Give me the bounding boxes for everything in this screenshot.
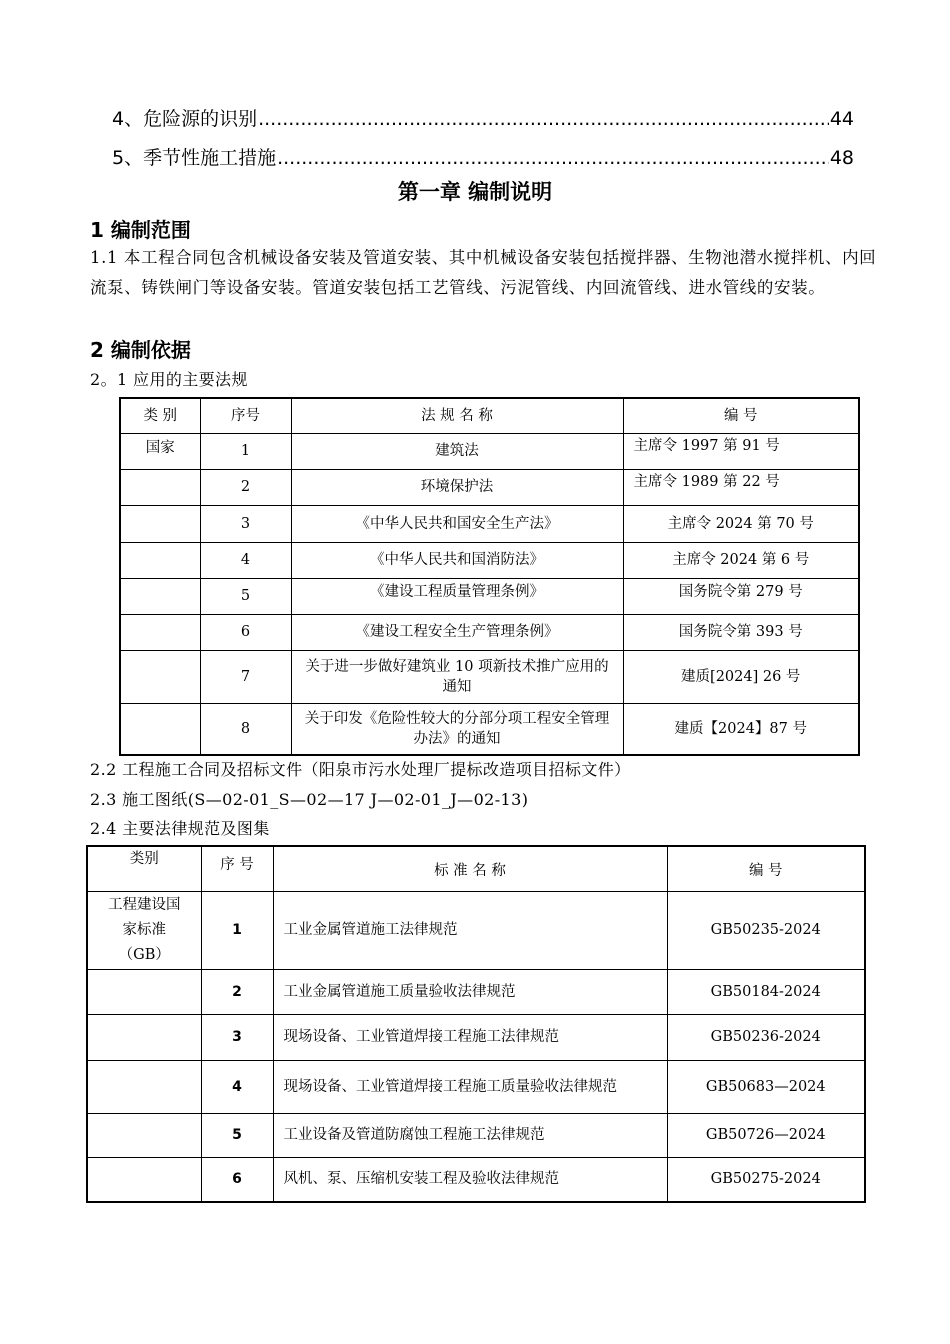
section-paragraph: 1.1 本工程合同包含机械设备安装及管道安装、其中机械设备安装包括搅拌器、生物池潜水搅拌机、内回流泵、铸铁闸门等设备安装。管道安装包括工艺管线、污泥管线、内回流管线、进水管线的安装。 — [90, 248, 877, 297]
toc-label: 5、季节性施工措施 — [112, 147, 277, 169]
table-cell: 工程建设国家标准（GB） — [87, 891, 201, 969]
table-cell: GB50184-2024 — [667, 969, 865, 1014]
table-cell: 8 — [200, 703, 291, 755]
toc-leader-dots — [277, 147, 829, 169]
table-cell: 4 — [201, 1060, 273, 1113]
table-cell: 3 — [200, 505, 291, 542]
table-cell: 建质【2024】87 号 — [623, 703, 859, 755]
table-cell: 2 — [200, 469, 291, 505]
table-cell: GB50683—2024 — [667, 1060, 865, 1113]
table-cell: 关于进一步做好建筑业 10 项新技术推广应用的通知 — [291, 650, 623, 703]
table-row — [120, 505, 859, 542]
table-row — [87, 891, 865, 969]
table-row — [87, 1014, 865, 1060]
table-cell — [120, 505, 200, 542]
table-cell: 工业金属管道施工质量验收法律规范 — [273, 969, 667, 1014]
toc-entry[interactable] — [112, 104, 854, 131]
table-cell: 7 — [200, 650, 291, 703]
table-row — [120, 614, 859, 650]
regulations-table — [119, 397, 860, 756]
table-row — [120, 433, 859, 469]
table-cell: 工业金属管道施工法律规范 — [273, 891, 667, 969]
table-row — [87, 1157, 865, 1202]
table-row — [120, 469, 859, 505]
table-cell: 6 — [201, 1157, 273, 1202]
table-cell: 建质[2024] 26 号 — [623, 650, 859, 703]
toc-page-number: 48 — [829, 147, 854, 169]
table-cell: 5 — [200, 578, 291, 614]
table-cell: GB50275-2024 — [667, 1157, 865, 1202]
table-cell: 4 — [200, 542, 291, 578]
table-cell: 关于印发《危险性较大的分部分项工程安全管理办法》的通知 — [291, 703, 623, 755]
toc-label: 4、危险源的识别 — [112, 108, 258, 130]
column-header: 法 规 名 称 — [291, 398, 623, 433]
toc-entry[interactable] — [112, 143, 854, 170]
table-row — [87, 1113, 865, 1157]
table-cell — [120, 578, 200, 614]
subsection-title: 2.2 工程施工合同及招标文件（阳泉市污水处理厂提标改造项目招标文件） — [90, 760, 631, 779]
subsection-title: 2.4 主要法律规范及图集 — [90, 819, 270, 838]
column-header: 类 别 — [120, 398, 200, 433]
table-cell — [120, 650, 200, 703]
table-header-row — [120, 398, 859, 433]
table-cell — [120, 703, 200, 755]
table-cell: GB50235-2024 — [667, 891, 865, 969]
table-cell: 2 — [201, 969, 273, 1014]
table-cell — [87, 1060, 201, 1113]
table-cell: 3 — [201, 1014, 273, 1060]
table-cell: 国务院令第 279 号 — [623, 578, 859, 614]
section-heading: 2 编制依据 — [90, 338, 191, 362]
table-cell: 现场设备、工业管道焊接工程施工法律规范 — [273, 1014, 667, 1060]
standards-table — [86, 845, 866, 1203]
column-header: 标 准 名 称 — [273, 846, 667, 891]
toc-leader-dots — [258, 108, 829, 130]
table-cell: 《中华人民共和国安全生产法》 — [291, 505, 623, 542]
table-cell: 《中华人民共和国消防法》 — [291, 542, 623, 578]
table-row — [87, 969, 865, 1014]
table-cell — [120, 469, 200, 505]
table-cell: 现场设备、工业管道焊接工程施工质量验收法律规范 — [273, 1060, 667, 1113]
column-header: 编 号 — [667, 846, 865, 891]
table-cell — [120, 542, 200, 578]
table-cell: 1 — [201, 891, 273, 969]
table-row — [120, 578, 859, 614]
table-cell — [87, 1014, 201, 1060]
table-cell: 国家 — [120, 433, 200, 469]
table-cell: 主席令 1989 第 22 号 — [623, 469, 859, 505]
column-header: 编 号 — [623, 398, 859, 433]
table-cell: 主席令 2024 第 70 号 — [623, 505, 859, 542]
table-cell: 风机、泵、压缩机安装工程及验收法律规范 — [273, 1157, 667, 1202]
column-header: 序号 — [200, 398, 291, 433]
subsection-title: 2.3 施工图纸(S—02-01_S—02—17 J—02-01_J—02-13) — [90, 790, 529, 809]
table-row — [120, 542, 859, 578]
table-cell: 1 — [200, 433, 291, 469]
table-cell: 主席令 2024 第 6 号 — [623, 542, 859, 578]
table-cell: GB50726—2024 — [667, 1113, 865, 1157]
table-cell: 国务院令第 393 号 — [623, 614, 859, 650]
table-cell — [87, 969, 201, 1014]
table-cell: 《建设工程质量管理条例》 — [291, 578, 623, 614]
column-header: 序 号 — [201, 846, 273, 891]
table-cell: 工业设备及管道防腐蚀工程施工法律规范 — [273, 1113, 667, 1157]
subsection-title: 2。1 应用的主要法规 — [90, 370, 248, 389]
table-header-row — [87, 846, 865, 891]
table-cell — [87, 1113, 201, 1157]
column-header: 类别 — [87, 846, 201, 891]
table-cell: 5 — [201, 1113, 273, 1157]
table-cell: 环境保护法 — [291, 469, 623, 505]
section-heading: 1 编制范围 — [90, 218, 191, 242]
toc-page-number: 44 — [829, 108, 854, 130]
table-cell: 主席令 1997 第 91 号 — [623, 433, 859, 469]
table-row — [120, 650, 859, 703]
table-cell: 《建设工程安全生产管理条例》 — [291, 614, 623, 650]
chapter-title: 第一章 编制说明 — [397, 180, 553, 204]
table-cell: 6 — [200, 614, 291, 650]
table-row — [87, 1060, 865, 1113]
table-cell: 建筑法 — [291, 433, 623, 469]
table-cell — [120, 614, 200, 650]
table-cell: GB50236-2024 — [667, 1014, 865, 1060]
table-cell — [87, 1157, 201, 1202]
table-row — [120, 703, 859, 755]
